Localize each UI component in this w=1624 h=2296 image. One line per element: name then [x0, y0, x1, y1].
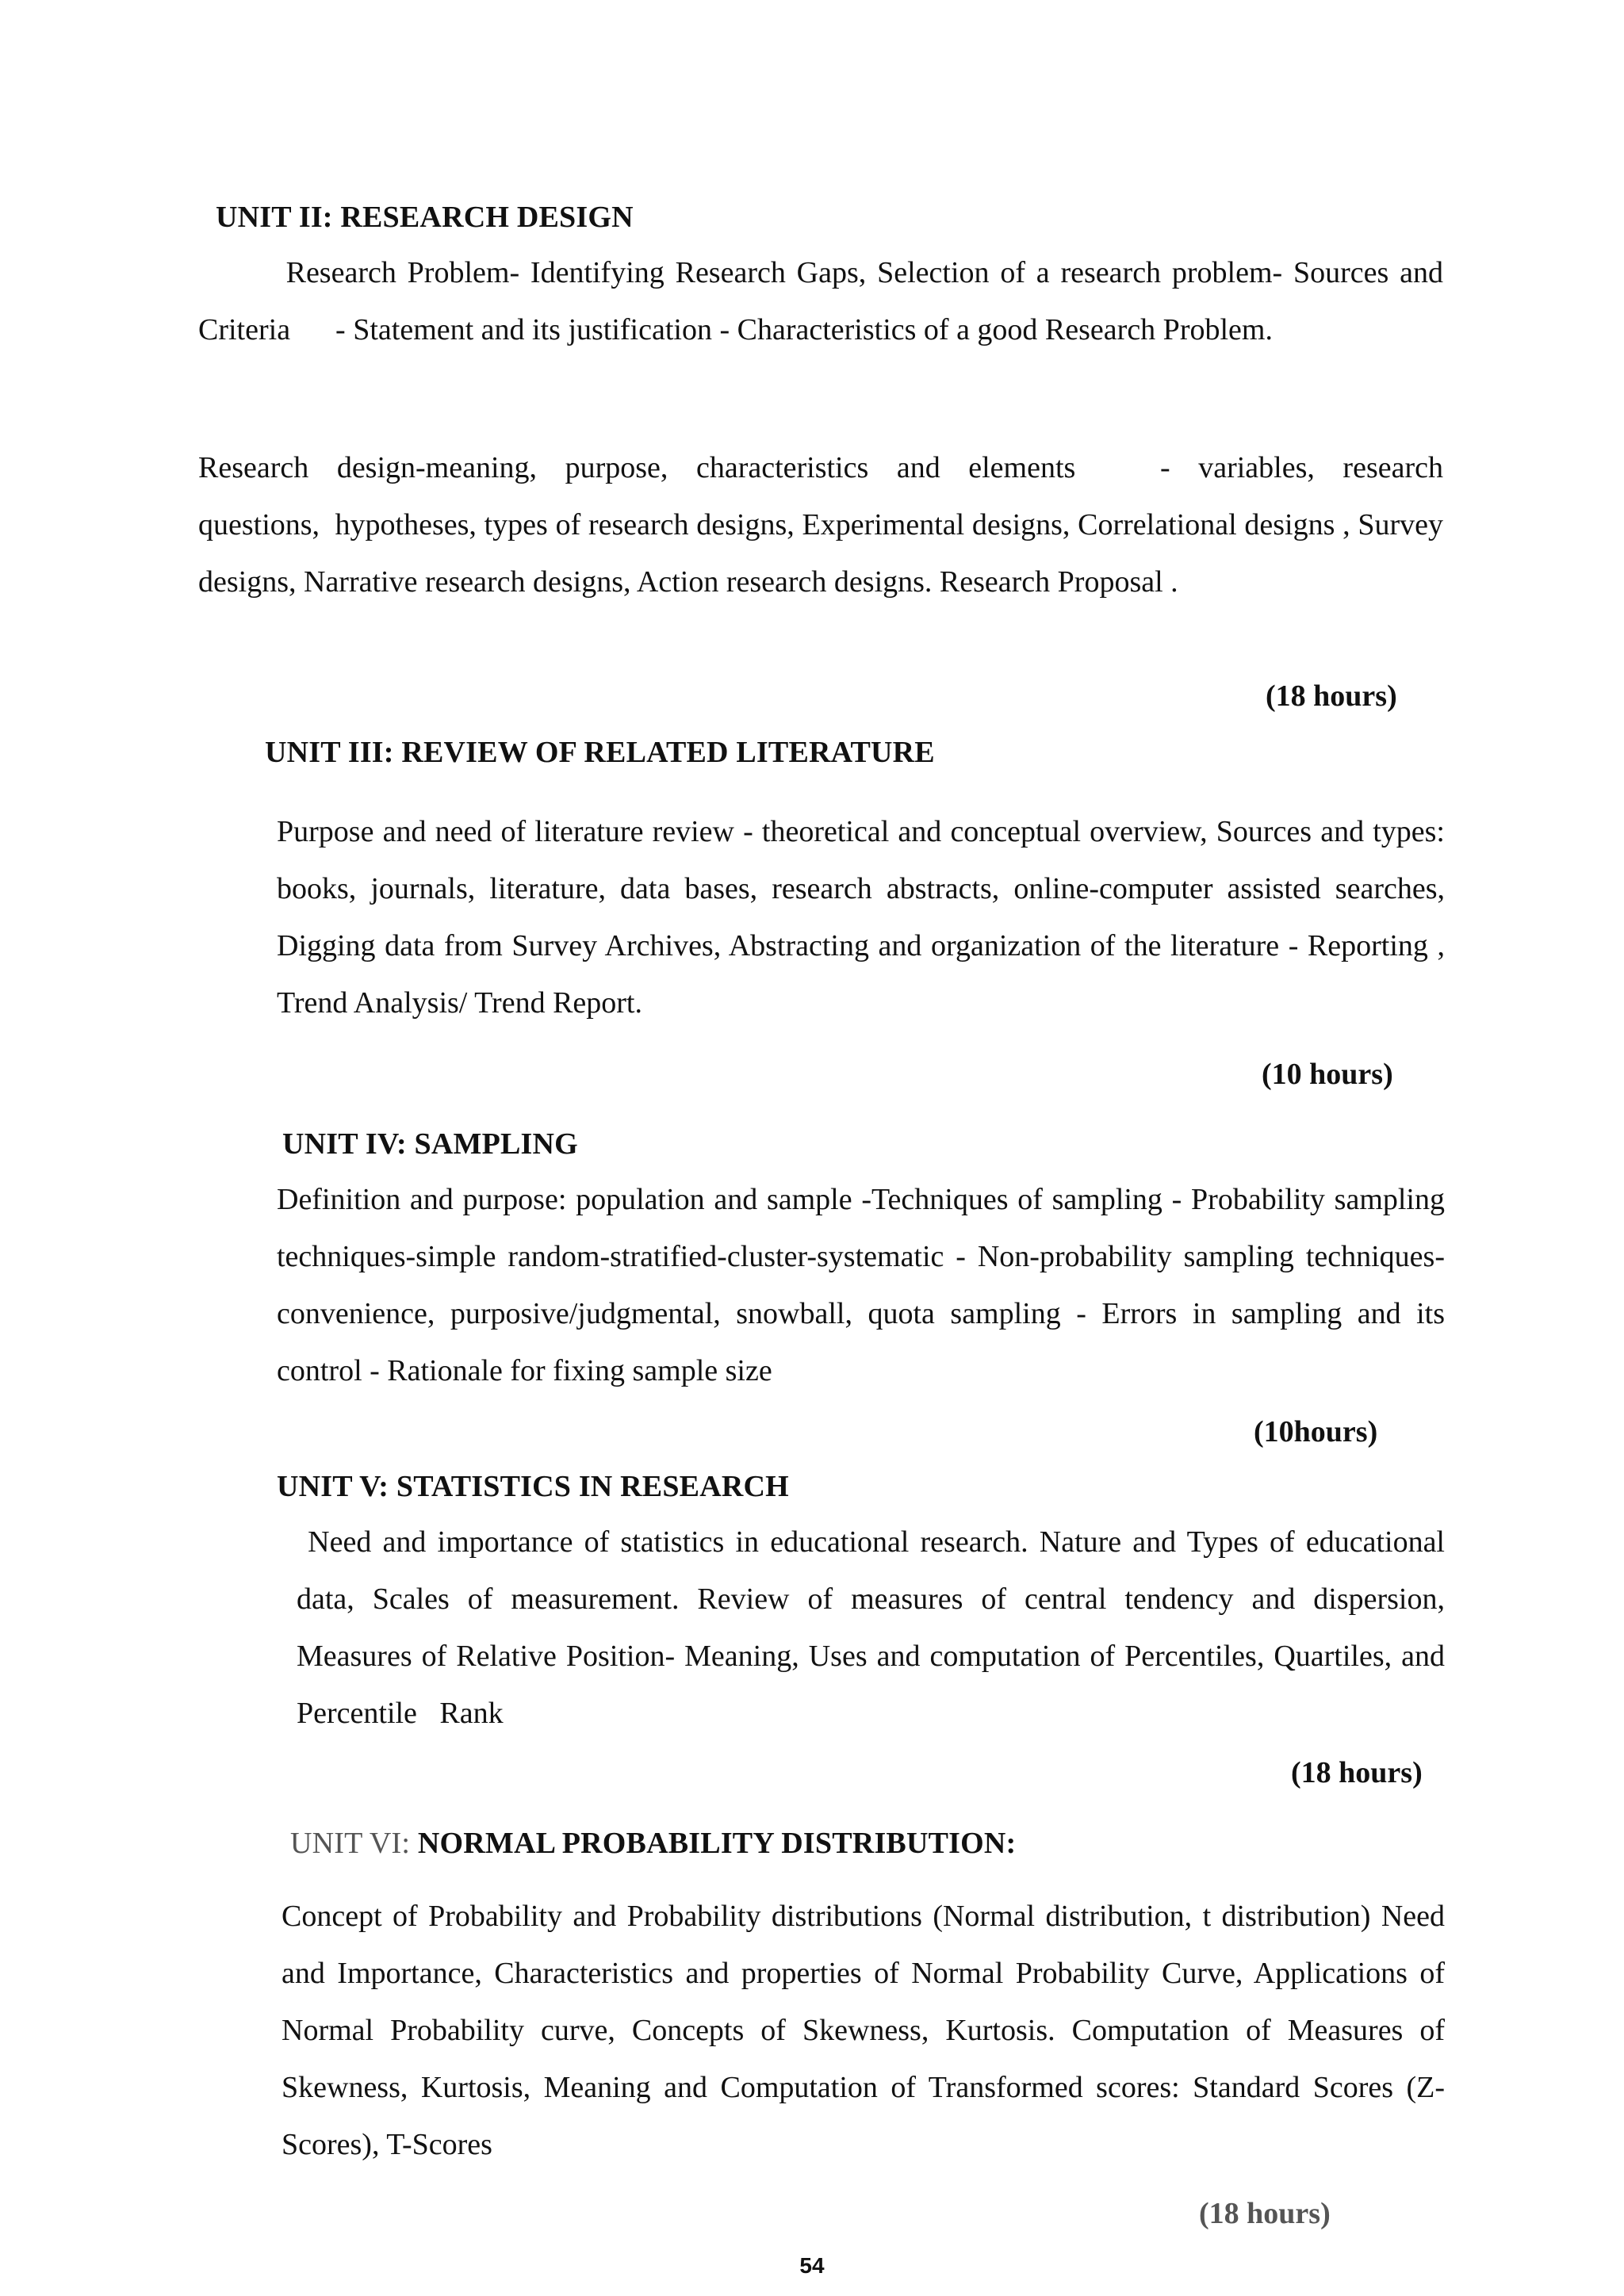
unit-3-heading: UNIT III: REVIEW OF RELATED LITERATURE: [265, 736, 935, 769]
page-number: 54: [799, 2253, 825, 2278]
unit-6-heading: [290, 1825, 1016, 1862]
unit-2-paragraph-2: Research design-meaning, purpose, characteristics and elements - variables, research questions, hypotheses, types of research designs, Experimental designs, Correlational designs , Survey designs, Narrative research designs, Action research designs. Research Proposal .: [198, 451, 1443, 599]
unit-3-paragraph-1: Purpose and need of literature review - theoretical and conceptual overview, Sources and types: books, journals, literature, data bases, research abstracts, online-computer assisted searches, Digging data from Survey Archives, Abstracting and organization of the literature - Reporting , Trend Analysis/ Trend Report.: [277, 815, 1445, 1020]
unit-6-heading-title: NORMAL PROBABILITY DISTRIBUTION:: [417, 1827, 1017, 1860]
unit-6-heading-prefix: UNIT VI:: [290, 1827, 418, 1860]
unit-2-heading: UNIT II: RESEARCH DESIGN: [216, 201, 634, 234]
unit-6-hours: (18 hours): [1199, 2197, 1331, 2230]
unit-3-hours: (10 hours): [1262, 1058, 1393, 1091]
unit-4-heading: UNIT IV: SAMPLING: [282, 1127, 578, 1161]
unit-5-hours: (18 hours): [1291, 1756, 1423, 1789]
unit-2-hours: (18 hours): [1266, 679, 1397, 713]
unit-4-paragraph-1: Definition and purpose: population and sample -Techniques of sampling - Probability sampling techniques-simple random-stratified-cluster-systematic - Non-probability sampling techniques-convenience, purposive/judgmental, snowball, quota sampling - Errors in sampling and its control - Rationale for fixing sample size: [277, 1183, 1445, 1387]
unit-4-hours: (10hours): [1254, 1415, 1378, 1448]
unit-2-paragraph-1: Research Problem- Identifying Research Gaps, Selection of a research problem- Sources and Criteria - Statement and its justification - Characteristics of a good Research Problem.: [198, 256, 1443, 346]
unit-5-heading: UNIT V: STATISTICS IN RESEARCH: [277, 1470, 789, 1503]
unit-6-paragraph-1: Concept of Probability and Probability distributions (Normal distribution, t distribution) Need and Importance, Characteristics and properties of Normal Probability Curve, Applications of Normal Probability curve, Concepts of Skewness, Kurtosis. Computation of Measures of Skewness, Kurtosis, Meaning and Computation of Transformed scores: Standard Scores (Z-Scores), T-Scores: [282, 1900, 1445, 2161]
unit-5-paragraph-1: Need and importance of statistics in educational research. Nature and Types of educational data, Scales of measurement. Review of measures of central tendency and dispersion, Measures of Relative Position- Meaning, Uses and computation of Percentiles, Quartiles, and Percentile Rank: [297, 1525, 1445, 1730]
